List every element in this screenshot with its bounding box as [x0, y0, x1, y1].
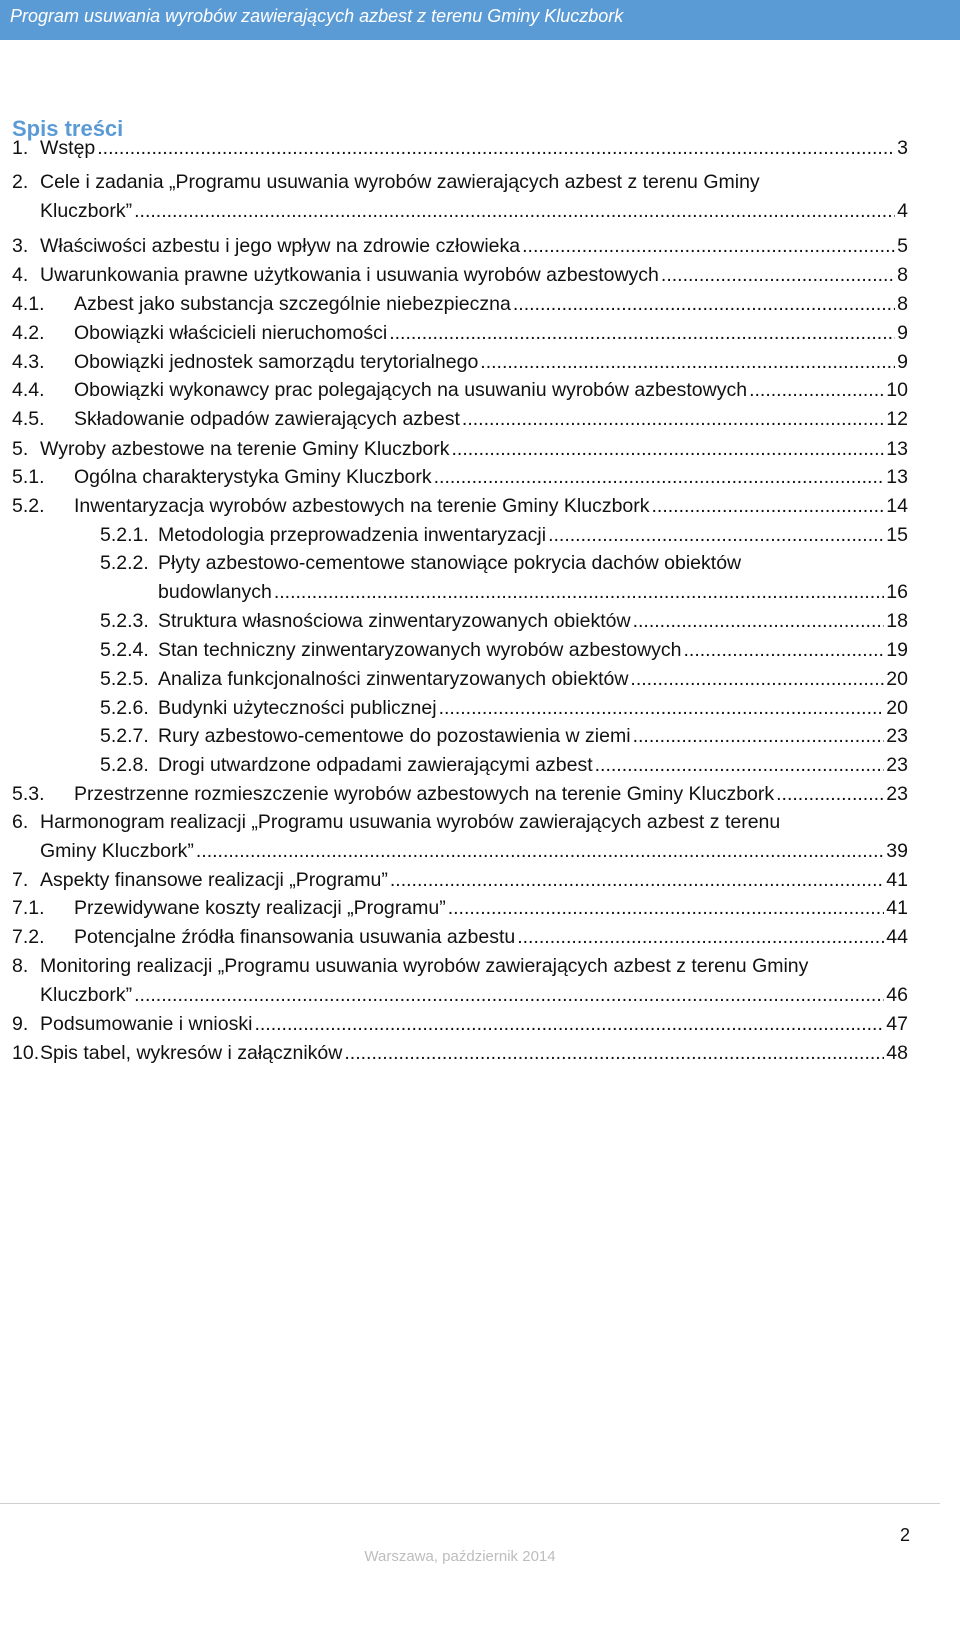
toc-entry-number: 4.5. — [12, 408, 45, 430]
toc-entry-page: 15 — [886, 524, 908, 546]
dot-leader — [439, 696, 885, 720]
toc-entry-number: 4.4. — [12, 379, 45, 401]
toc-entry-number: 5.2.2. — [100, 552, 149, 574]
toc-entry-title: Przestrzenne rozmieszczenie wyrobów azbestowych na terenie Gminy Kluczbork — [74, 783, 775, 805]
toc-entry-page: 9 — [897, 351, 908, 373]
toc-entry-page: 48 — [886, 1042, 908, 1064]
toc-entry-title: Podsumowanie i wnioski — [40, 1013, 253, 1035]
toc-entry-number: 5.2.4. — [100, 639, 149, 661]
toc-entry-number: 7. — [12, 869, 29, 891]
toc-entry-page: 19 — [886, 639, 908, 661]
page-number: 2 — [899, 1525, 910, 1545]
toc-entry-page: 14 — [886, 495, 908, 517]
footer-divider — [0, 1503, 940, 1504]
toc-entry[interactable] — [100, 545, 908, 605]
toc-entry-title: Płyty azbestowo-cementowe stanowiące pokrycia dachów obiektów — [158, 552, 742, 574]
toc-entry-title: Monitoring realizacji „Programu usuwania wyrobów zawierających azbest z terenu Gminy — [40, 955, 809, 977]
toc-entry-title: Budynki użyteczności publicznej — [158, 697, 437, 719]
toc-entry-page: 3 — [897, 137, 908, 159]
dot-leader — [196, 839, 884, 863]
toc-entry-title: Gminy Kluczbork” — [40, 840, 194, 862]
toc-entry-page: 23 — [886, 725, 908, 747]
toc-entry-number: 1. — [12, 137, 29, 159]
dot-leader — [480, 350, 895, 374]
dot-leader — [452, 437, 885, 461]
toc-entry[interactable] — [12, 1035, 908, 1095]
toc-entry-title: budowlanych — [158, 581, 272, 603]
footer-text: Warszawa, październik 2014 — [364, 1548, 556, 1565]
toc-entry-page: 5 — [897, 235, 908, 257]
dot-leader — [254, 1012, 884, 1036]
dot-leader — [522, 234, 895, 258]
toc-entry-page: 47 — [886, 1013, 908, 1035]
dot-leader — [684, 638, 885, 662]
toc-entry-number: 9. — [12, 1013, 29, 1035]
header-title: Program usuwania wyrobów zawierających azbest z terenu Gminy Kluczbork — [10, 6, 624, 26]
toc-entry-number: 5.2.6. — [100, 697, 149, 719]
toc-entry[interactable] — [12, 804, 908, 864]
dot-leader — [134, 199, 895, 223]
page-header — [0, 0, 960, 40]
toc-entry-number: 4. — [12, 264, 29, 286]
dot-leader — [344, 1041, 884, 1065]
toc-entry-page: 20 — [886, 668, 908, 690]
dot-leader — [595, 753, 885, 777]
toc-entry-page: 8 — [897, 264, 908, 286]
toc-entry-number: 4.2. — [12, 322, 45, 344]
dot-leader — [633, 724, 885, 748]
toc-entry-page: 18 — [886, 610, 908, 632]
toc-entry-title: Struktura własnościowa zinwentaryzowanych obiektów — [158, 610, 631, 632]
toc-entry-page: 8 — [897, 293, 908, 315]
toc-entry-title: Właściwości azbestu i jego wpływ na zdrowie człowieka — [40, 235, 521, 257]
toc-entry-number: 5.2. — [12, 495, 45, 517]
toc-entry[interactable] — [12, 948, 908, 1008]
toc-entry-number: 7.2. — [12, 926, 45, 948]
toc-entry-page: 9 — [897, 322, 908, 344]
toc-entry-title: Obowiązki właścicieli nieruchomości — [74, 322, 388, 344]
toc-entry-page: 16 — [886, 581, 908, 603]
toc-entry-title: Wstęp — [40, 137, 96, 159]
toc-entry-number: 5.2.5. — [100, 668, 149, 690]
toc-entry-page: 41 — [886, 869, 908, 891]
toc-heading: Spis treści — [12, 116, 124, 141]
toc-entry-page: 12 — [886, 408, 908, 430]
toc-entry-title: Analiza funkcjonalności zinwentaryzowanych obiektów — [158, 668, 629, 690]
dot-leader — [749, 378, 884, 402]
toc-entry-title: Potencjalne źródła finansowania usuwania azbestu — [74, 926, 516, 948]
toc-entry-number: 5.2.3. — [100, 610, 149, 632]
dot-leader — [630, 667, 884, 691]
toc-entry-title: Kluczbork” — [40, 984, 133, 1006]
dot-leader — [633, 609, 885, 633]
toc-entry-page: 23 — [886, 783, 908, 805]
toc-entry-title: Cele i zadania „Programu usuwania wyrobów zawierających azbest z terenu Gminy — [40, 171, 760, 193]
toc-entry-title: Składowanie odpadów zawierających azbest — [74, 408, 460, 430]
toc-entry-title: Azbest jako substancja szczególnie niebezpieczna — [74, 293, 511, 315]
dot-leader — [513, 292, 895, 316]
toc-entry-page: 46 — [886, 984, 908, 1006]
toc-entry-number: 3. — [12, 235, 29, 257]
toc-entry-number: 5. — [12, 438, 29, 460]
toc-entry-title: Uwarunkowania prawne użytkowania i usuwania wyrobów azbestowych — [40, 264, 659, 286]
toc-entry-number: 10. — [12, 1042, 40, 1064]
dot-leader — [448, 896, 885, 920]
dot-leader — [548, 523, 884, 547]
toc-entry-page: 41 — [886, 897, 908, 919]
toc-entry-page: 23 — [886, 754, 908, 776]
toc-entry-title: Spis tabel, wykresów i załączników — [40, 1042, 343, 1064]
toc-entry-title: Rury azbestowo-cementowe do pozostawienia w ziemi — [158, 725, 631, 747]
toc-entry-number: 5.2.8. — [100, 754, 149, 776]
dot-leader — [517, 925, 884, 949]
toc-entry-title: Drogi utwardzone odpadami zawierającymi azbest — [158, 754, 593, 776]
dot-leader — [652, 494, 885, 518]
dot-leader — [462, 407, 884, 431]
toc-entry-page: 13 — [886, 466, 908, 488]
toc-entry-title: Aspekty finansowe realizacji „Programu” — [40, 869, 388, 891]
dot-leader — [97, 136, 895, 160]
toc-entry-number: 5.2.7. — [100, 725, 149, 747]
toc-entry-number: 4.1. — [12, 293, 45, 315]
dot-leader — [390, 868, 884, 892]
toc-entry[interactable] — [12, 164, 908, 224]
toc-entry-page: 39 — [886, 840, 908, 862]
dot-leader — [389, 321, 895, 345]
toc-entry-page: 10 — [886, 379, 908, 401]
dot-leader — [134, 983, 884, 1007]
toc-entry-number: 4.3. — [12, 351, 45, 373]
toc-entry-page: 20 — [886, 697, 908, 719]
toc-entry-title: Obowiązki wykonawcy prac polegających na usuwaniu wyrobów azbestowych — [74, 379, 748, 401]
dot-leader — [274, 580, 884, 604]
toc-entry-number: 8. — [12, 955, 29, 977]
toc-entry-number: 5.1. — [12, 466, 45, 488]
toc-entry-page: 4 — [897, 200, 908, 222]
toc-entry-number: 7.1. — [12, 897, 45, 919]
dot-leader — [434, 465, 885, 489]
toc-entry-title: Wyroby azbestowe na terenie Gminy Kluczbork — [40, 438, 450, 460]
dot-leader — [776, 782, 884, 806]
dot-leader — [661, 263, 895, 287]
toc-entry-title: Harmonogram realizacji „Programu usuwania wyrobów zawierających azbest z terenu — [40, 811, 781, 833]
toc-entry-title: Ogólna charakterystyka Gminy Kluczbork — [74, 466, 432, 488]
toc-entry-title: Kluczbork” — [40, 200, 133, 222]
toc-entry-number: 2. — [12, 171, 29, 193]
toc-entry-page: 13 — [886, 438, 908, 460]
toc-entry-number: 5.3. — [12, 783, 45, 805]
toc-entry-title: Metodologia przeprowadzenia inwentaryzacji — [158, 524, 547, 546]
toc-entry-title: Przewidywane koszty realizacji „Programu” — [74, 897, 446, 919]
toc-entry-title: Obowiązki jednostek samorządu terytorialnego — [74, 351, 479, 373]
toc-entry-title: Inwentaryzacja wyrobów azbestowych na terenie Gminy Kluczbork — [74, 495, 650, 517]
toc-entry-page: 44 — [886, 926, 908, 948]
toc-entry-title: Stan techniczny zinwentaryzowanych wyrobów azbestowych — [158, 639, 682, 661]
toc-entry-number: 5.2.1. — [100, 524, 149, 546]
toc-entry-number: 6. — [12, 811, 29, 833]
